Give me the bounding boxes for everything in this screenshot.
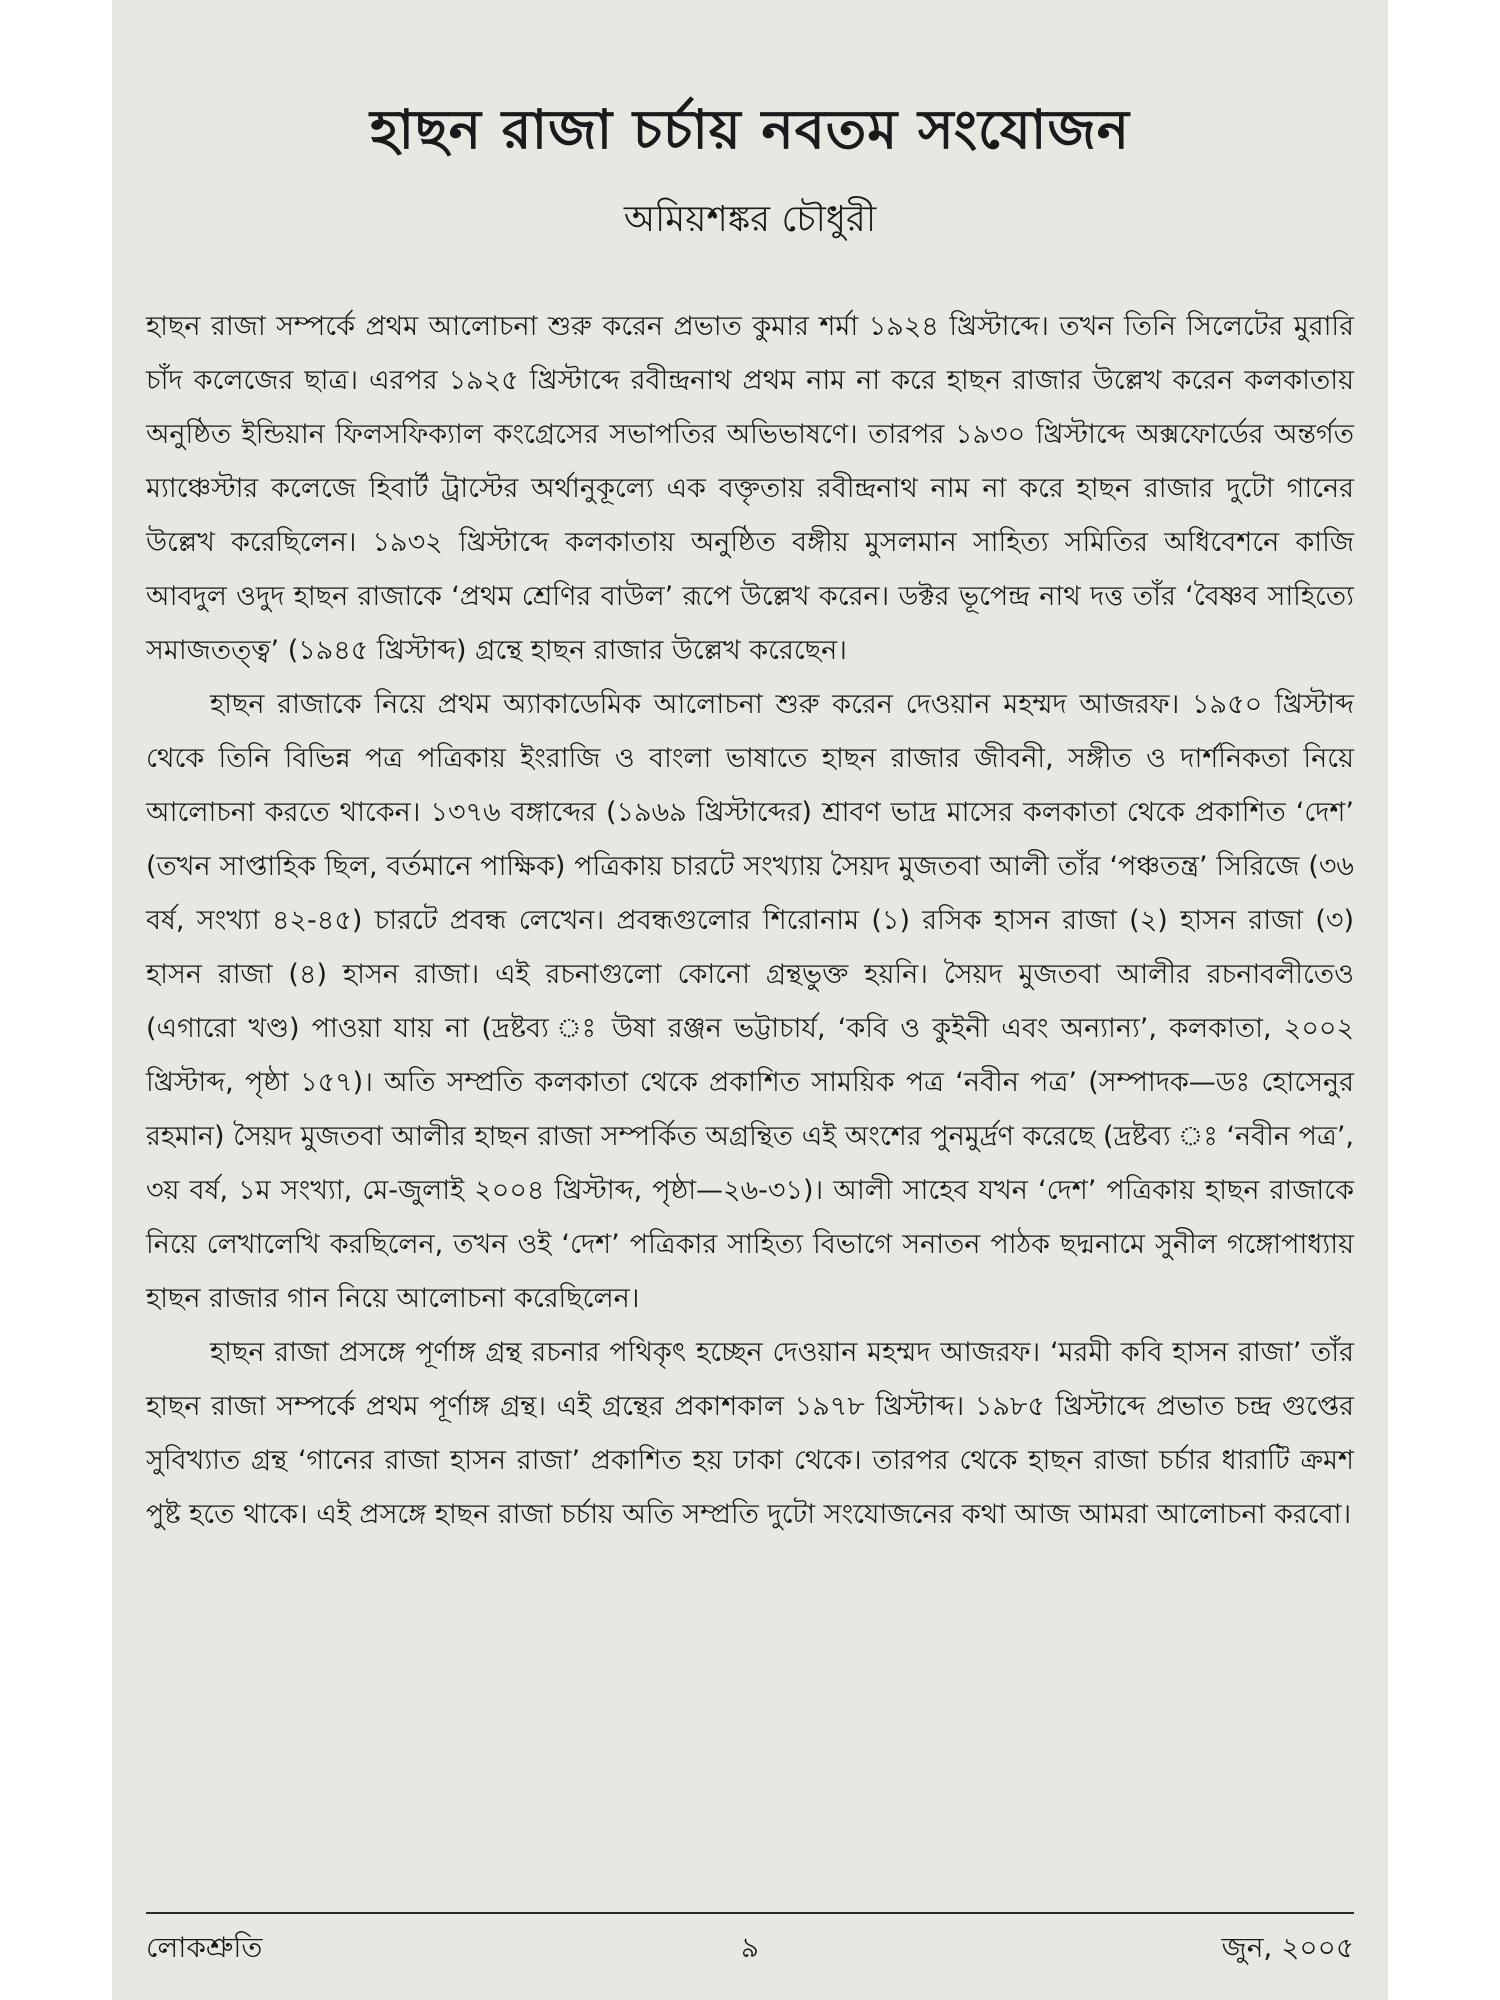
paragraph-3: হাছন রাজা প্রসঙ্গে পূর্ণাঙ্গ গ্রন্থ রচনার পথিকৃৎ হচ্ছেন দেওয়ান মহম্মদ আজরফ। ‘মরমী কবি হাসন রাজা’ তাঁর হাছন রাজা সম্পর্কে প্রথম পূর্ণাঙ্গ গ্রন্থ। এই গ্রন্থের প্রকাশকাল ১৯৭৮ খ্রিস্টাব্দ। ১৯৮৫ খ্রিস্টাব্দে প্রভাত চন্দ্র গুপ্তের সুবিখ্যাত গ্রন্থ ‘গানের রাজা হাসন রাজা’ প্রকাশিত হয় ঢাকা থেকে। তারপর থেকে হাছন রাজা চর্চার ধারাটি ক্রমশ পুষ্ট হতে থাকে। এই প্রসঙ্গে হাছন রাজা চর্চায় অতি সম্প্রতি দুটো সংযোজনের কথা আজ আমরা আলোচনা করবো। — [146, 1337, 1354, 1530]
book-page — [112, 0, 1388, 2000]
article-body — [146, 300, 1354, 1542]
page-footer — [146, 1926, 1354, 1970]
footer-date: জুন, ২০০৫ — [1221, 1931, 1354, 1964]
paragraph-1: হাছন রাজা সম্পর্কে প্রথম আলোচনা শুরু করেন প্রভাত কুমার শর্মা ১৯২৪ খ্রিস্টাব্দে। তখন তিনি সিলেটের মুরারি চাঁদ কলেজের ছাত্র। এরপর ১৯২৫ খ্রিস্টাব্দে রবীন্দ্রনাথ প্রথম নাম না করে হাছন রাজার উল্লেখ করেন কলকাতায় অনুষ্ঠিত ইন্ডিয়ান ফিলসফিক্যাল কংগ্রেসের সভাপতির অভিভাষণে। তারপর ১৯৩০ খ্রিস্টাব্দে অক্সফোর্ডের অন্তর্গত ম্যাঞ্চেস্টার কলেজে হিবার্ট ট্রাস্টের অর্থানুকূল্যে এক বক্তৃতায় রবীন্দ্রনাথ নাম না করে হাছন রাজার দুটো গানের উল্লেখ করেছিলেন। ১৯৩২ খ্রিস্টাব্দে কলকাতায় অনুষ্ঠিত বঙ্গীয় মুসলমান সাহিত্য সমিতির অধিবেশনে কাজি আবদুল ওদুদ হাছন রাজাকে ‘প্রথম শ্রেণির বাউল’ রূপে উল্লেখ করেন। ডক্টর ভূপেন্দ্র নাথ দত্ত তাঁর ‘বৈষ্ণব সাহিত্যে সমাজতত্ত্ব’ (১৯৪৫ খ্রিস্টাব্দ) গ্রন্থে হাছন রাজার উল্লেখ করেছেন। — [146, 311, 1354, 666]
footer-publication: লোকশ্রুতি — [146, 1931, 263, 1964]
paragraph-2: হাছন রাজাকে নিয়ে প্রথম অ্যাকাডেমিক আলোচনা শুরু করেন দেওয়ান মহম্মদ আজরফ। ১৯৫০ খ্রিস্টাব্দ থেকে তিনি বিভিন্ন পত্র পত্রিকায় ইংরাজি ও বাংলা ভাষাতে হাছন রাজার জীবনী, সঙ্গীত ও দার্শনিকতা নিয়ে আলোচনা করতে থাকেন। ১৩৭৬ বঙ্গাব্দের (১৯৬৯ খ্রিস্টাব্দের) শ্রাবণ ভাদ্র মাসের কলকাতা থেকে প্রকাশিত ‘দেশ’ (তখন সাপ্তাহিক ছিল, বর্তমানে পাক্ষিক) পত্রিকায় চারটে সংখ্যায় সৈয়দ মুজতবা আলী তাঁর ‘পঞ্চতন্ত্র’ সিরিজে (৩৬ বর্ষ, সংখ্যা ৪২-৪৫) চারটে প্রবন্ধ লেখেন। প্রবন্ধগুলোর শিরোনাম (১) রসিক হাসন রাজা (২) হাসন রাজা (৩) হাসন রাজা (৪) হাসন রাজা। এই রচনাগুলো কোনো গ্রন্থভুক্ত হয়নি। সৈয়দ মুজতবা আলীর রচনাবলীতেও (এগারো খণ্ড) পাওয়া যায় না (দ্রষ্টব্য ঃ উষা রঞ্জন ভট্টাচার্য, ‘কবি ও কুইনী এবং অন্যান্য’, কলকাতা, ২০০২ খ্রিস্টাব্দ, পৃষ্ঠা ১৫৭)। অতি সম্প্রতি কলকাতা থেকে প্রকাশিত সাময়িক পত্র ‘নবীন পত্র’ (সম্পাদক—ডঃ হোসেনুর রহমান) সৈয়দ মুজতবা আলীর হাছন রাজা সম্পর্কিত অগ্রন্থিত এই অংশের পুনমুর্দ্রণ করেছে (দ্রষ্টব্য ঃ ‘নবীন পত্র’, ৩য় বর্ষ, ১ম সংখ্যা, মে-জুলাই ২০০৪ খ্রিস্টাব্দ, পৃষ্ঠা—২৬-৩১)। আলী সাহেব যখন ‘দেশ’ পত্রিকায় হাছন রাজাকে নিয়ে লেখালেখি করছিলেন, তখন ওই ‘দেশ’ পত্রিকার সাহিত্য বিভাগে সনাতন পাঠক ছদ্মনামে সুনীল গঙ্গোপাধ্যায় হাছন রাজার গান নিয়ে আলোচনা করেছিলেন। — [146, 689, 1354, 1314]
article-title: হাছন রাজা চর্চায় নবতম সংযোজন — [370, 98, 1130, 161]
footer-divider — [146, 1912, 1354, 1914]
footer-page-number: ৯ — [740, 1931, 760, 1964]
article-author: অমিয়শঙ্কর চৌধুরী — [623, 199, 877, 240]
